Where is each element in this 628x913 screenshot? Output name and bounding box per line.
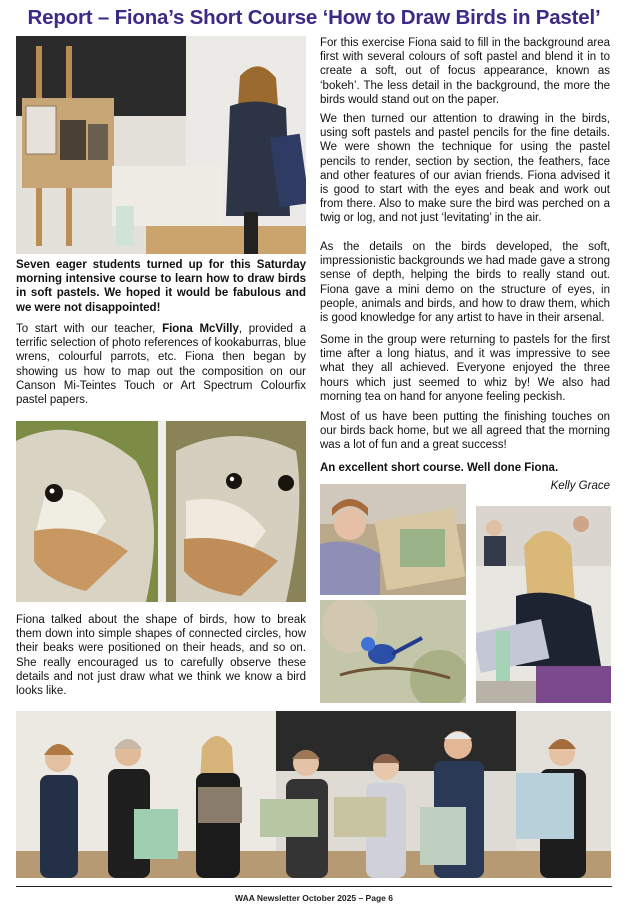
teacher-paragraph xyxy=(16,322,306,407)
students-working-photo xyxy=(476,506,611,703)
student-drawing-photo xyxy=(320,484,466,595)
finishing-paragraph: Most of us have been putting the finishing touches on our birds back home, but we all agreed that the morning was a lot of fun and a great success! xyxy=(320,411,610,452)
details-paragraph: As the details on the birds developed, the soft, impressionistic backgrounds we had made gave a strong sense of depth, helping the birds to really stand out. Fiona gave a mini demo on the structure of eyes, in people, animals and birds, and how to draw them, which is good knowledge for any artist to have in their arsenal. xyxy=(320,241,610,325)
page-title: Report – Fiona’s Short Course ‘How to Draw Birds in Pastel’ xyxy=(27,6,601,29)
bird-shapes-paragraph: Fiona talked about the shape of birds, how to break them down into simple shapes of connected circles, how their beaks were positioned on their heads, and so on. She really encouraged us to carefully observe these details and not just draw what we think we know a bird looks like. xyxy=(16,614,306,698)
background-paragraph: For this exercise Fiona said to fill in the background area first with several colours of soft pastel and blend it in to create a soft, out of focus appearance, known as ‘bokeh’. The less detail in the background, the more the birds would stand out on the paper. xyxy=(320,37,610,106)
intro-paragraph: Seven eager students turned up for this Saturday morning intensive course to learn how to draw birds in soft pastels. We hoped it would be fabulous and we were not disappointed! xyxy=(16,259,306,314)
group-photo xyxy=(16,711,611,878)
returning-paragraph: Some in the group were returning to pastels for the first time after a long hiatus, and it was impressive to see what they all achieved. Everyone enjoyed the three hours which just seemed to whiz by! We also had morning tea on hand for anyone feeling peckish. xyxy=(320,334,610,403)
drawing-birds-paragraph: We then turned our attention to drawing in the birds, using soft pastels and pastel pencils for the fine details. We were shown the technique for using the pastel pencils to render, section by section, the feathers, face and other features of our avian friends. Fiona advised it is good to start with the eyes and beak and work out from there. Also to make sure the bird was perched on a twig or log, and not just ‘levitating’ in the air. xyxy=(320,113,610,225)
author-name: Kelly Grace xyxy=(550,480,610,492)
teacher-demo-photo xyxy=(16,36,306,254)
footer-divider xyxy=(16,886,612,887)
blue-wren-drawing-photo xyxy=(320,600,466,703)
kookaburra-drawings-photo xyxy=(16,421,306,602)
teacher-paragraph-start: To start with our teacher, xyxy=(16,323,163,335)
teacher-name: Fiona McVilly xyxy=(162,323,239,335)
teacher-paragraph-end: , provided a terrific selection of photo references of kookaburras, blue wrens, colourful parrots, etc. Fiona then began by showing us how to map out the composition on our Canson Mi-Teintes Touch or Art Spectrum Colourfix pastel papers. xyxy=(16,323,306,407)
page-footer: WAA Newsletter October 2025 – Page 6 xyxy=(235,893,393,903)
closing-line: An excellent short course. Well done Fiona. xyxy=(320,462,559,474)
